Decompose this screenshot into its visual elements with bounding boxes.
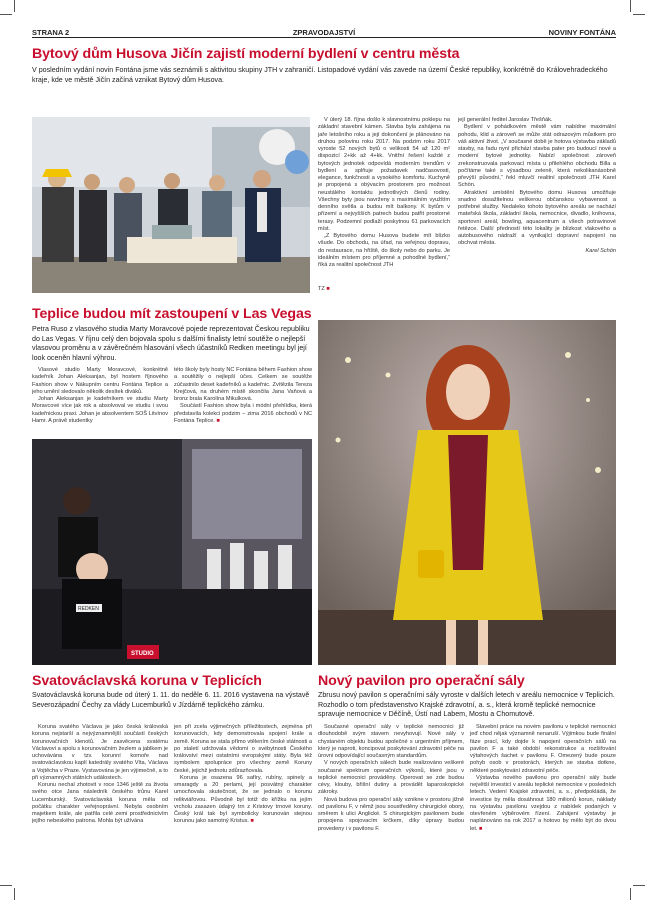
article4-col1: Současné operační sály v teplické nemocnici již dlouhodobě svým stavem nevyhovují. Nové sály v chystaném objektu budou společné s urgentním příjmem, který je naproti, koncipovat poskytování zdravotní péče na úrovni odpovídající současným standardům. V nových operačních sálech bude realizováno veškeré současné spektrum operačních výkonů, které jsou v teplické nemocnici prováděny. Operovat se zde budou cévy, klouby, břišní dutiny a provádět laparoskopické zákroky. Nová budova pro operační sály vznikne v prostoru jižně od pavilonu F, v němž jsou soustředěny chirurgické obory, směrem k ulici Anglické. S chirurgickým pavilonem bude propojena spojovacím krčkem, díky úpravy budou provedeny i v pavilonu F. [318, 724, 464, 832]
article1-photo [32, 117, 310, 293]
crop-mark [630, 888, 631, 900]
paper-name: NOVINY FONTÁNA [548, 28, 616, 37]
crop-mark [14, 0, 15, 12]
article1-lead: V posledním vydání novin Fontána jsme vás seznámili s aktivitou skupiny JTH v zahraničí. Listopadové vydání vás zavede na území České republiky, konkrétně do Královehradeckého kraje, kde ve městě Jičín začíná vznikat Bytový dům Husova. [32, 66, 608, 84]
article2-col2: této školy byly hosty NC Fontána během Fashion show a soutěžily o nejlepší účes. Celkem se soutěže zúčastnilo deset kadeřníků a kadeřnic. Zvítězila Tereza Krejčová, na druhém místě skončila Jana Vaňová a bronz brala Karolína Mikulková. Součástí Fashion show byla i módní přehlídka, která představila kolekci podzim – zima 2016 obchodů v NC Fontána Teplice. ■ [174, 367, 312, 424]
page-header [32, 26, 616, 38]
article4-lead: Zbrusu nový pavilon s operačními sály vyroste v dalších letech v areálu nemocnice v Teplicích. Rozhodlo o tom představenstvo Krajské zdravotní, a. s., která kromě teplické nemocnice spravuje nemocnice v Děčíně, Ústí nad Labem, Mostu a Chomutově. [318, 691, 615, 719]
article1-col1: V úterý 18. října došlo k slavnostnímu poklepu na základní stavební kámen. Stavba byla zahájena na jaře letošního roku a její dokončení je plánováno na druhou polovinu roku 2017. Na podzim roku 2017 vyroste 52 nových bytů o velikosti 54 až 120 m² dispozicí 2+kk až 4+kk. Vnitřní řešení každé z bytových jednotek odpovídá moderním trendům v bydlení a splňuje požadavek nadčasovosti, elegance, funkčnosti a vysokého komfortu. Kuchyně je propojená s obývacím prostorem pro možnost neustálého kontaktu jednotlivých členů rodiny. Všechny byty jsou navrženy s maximálním využitím denního světla a budou mít balkony. K bytům v přízemí a nejvyšších patrech budou patřit prostorné terasy. Podzemní podlaží poskytnou 61 parkovacích míst. „Z Bytového domu Husova budete mít blízko všude. Do obchodu, na úřad, na veřejnou dopravu, do restaurace, na hřiště, do školy nebo do parku. Je ideálním místem pro příjemné a pohodlné bydlení,“ říká za realitní společnost JTH [318, 117, 450, 268]
crop-mark [633, 885, 645, 886]
article4-col2: Stavební práce na novém pavilonu v teplické nemocnici jeď chod nějak významně nenaruší. Výjimkou bude finální fáze prací, kdy dojde k napojení operačních sálů na pavilon F a také období rekonstrukce a rozšiřování výtahových šachet v pavilonu F. Omezený bude pouze pohyb osob v prostorách, kterých se stavba dotkne, některé poskytování zdravotní péče. Výstavba nového pavilonu pro operační sály bude největší investicí v areálu teplické nemocnice v posledních letech. Vedení Krajské zdravotní, a. s., předpokládá, že investice by měla dosáhnout 180 milionů korun, náklady na výstavbu pavilonu vzejdou z nabídek podaných v otevřeném výběrovém řízení. Zahájení výstavby je naplánováno na rok 2017 a hotovo by mělo být do dvou let. ■ [470, 724, 616, 832]
crop-mark [633, 14, 645, 15]
article2-lead: Petra Ruso z vlasového studia Marty Moravcové pojede reprezentovat Českou republiku do Las Vegas. V říjnu celý den bojovala spolu s dalšími finalisty letní soutěže o nejlepší vlasovou proměnu a v závěrečném hlasování všech účastníků Redken meetingu byl její look oceněn hlavní výhrou. [32, 325, 310, 362]
crop-mark [14, 888, 15, 900]
article1-signature: Karel Schön [585, 247, 616, 254]
redken-logo: REDKEN [78, 606, 99, 612]
article2-col1: Vlasové studio Marty Moravcové, konkrétně kadeřník Johan Aleksanjan, byl hostem říjnového Fashion show v Nákupním centru Fontána Teplice a jeho umění sledovalo několik desítek diváků. Johan Aleksanjan je kadeřníkem ve studiu Marty Moravcové více jak rok a absolvoval ve studiu i svou kadeřnickou praxi. Johan je absolventem SOŠ Litvínov Hamr. A právě studentky [32, 367, 168, 424]
article1-tag: TZ ■ [318, 286, 330, 292]
page-number: STRANA 2 [32, 28, 70, 37]
article3-col1: Koruna svatého Václava je jako česká královská koruna nejstarší a nejvýznamnější součástí českých korunovačních klenotů. Je zasvěcena svatému Václavovi a spolu s korunovačním žezlem a jablkem je uchovávána v tzv. korunní komoře nad svatováclavskou kaplí katedrály svatého Víta, Václava a Vojtěcha v Praze. Vystavována je jen výjimečně, a to při významných státních událostech. Korunu nechal zhotovit v roce 1346 ještě za života svého otce Jana následník českého trůnu Karel Lucemburský. Svatováclavská koruna měla od počátku charakter veřejnoprávní. Nebyla osobním majetkem krále, ale patřila celé zemi prostřednictvím jejího nebeského patrona. Mohla být užívána [32, 724, 168, 825]
article1-title: Bytový dům Husova Jičín zajistí moderní bydlení v centru města [32, 46, 460, 62]
article3-title: Svatováclavská koruna v Teplicích [32, 673, 262, 689]
crop-mark [0, 885, 12, 886]
article2-photo-model [318, 320, 616, 665]
article4-title: Nový pavilon pro operační sály [318, 673, 525, 689]
article3-lead: Svatováclavská koruna bude od úterý 1. 11. do neděle 6. 11. 2016 vystavena na výstavě Severozápadní Čechy za vlády Lucemburků v Jízdárně teplického zámku. [32, 691, 310, 709]
article3-col2: jen při zcela výjimečných příležitostech, zejména při korunovacích, kdy demonstrovala spojení krále a země. Koruna se stala přímo vtělením české státnosti a po staletí udržovala vědomí o svébytnosti Českého království mezi ostatními evropskými státy. Byla též symbolem spolupráce pro všechny země Koruny české, jejichž jednotu zdůrazňovala. Koruna je osazena 96 safíry, rubíny, spinely a smaragdy a 20 perlami, její posvátný charakter umocňovala skutečnost, že se jednalo o korunu relikviářovou. Původně byl totiž do křížku na jejím vrcholu zasazen údajný trn z Kristovy trnové koruny. Český král tak byl symbolicky korunován stejnou korunou jako samotný Kristus. ■ [174, 724, 312, 825]
crop-mark [0, 14, 12, 15]
studio-logo: STUDIO [131, 651, 154, 657]
crop-mark [630, 0, 631, 12]
article2-photo-stage [32, 439, 312, 665]
article1-col2: její generální ředitel Jaroslav Třešňák. Bydlení v pohádkovém městě vám nabídne maximální pohodu, klid a zároveň se může stát odrazovým můstkem pro váš aktivní život. „V současné době je hotova výstavba základů stavby, na řadu nyní přichází stavba pater pro budoucí nové a moderní bytové jednotky. Nabízí společnost zároveň zrekonstruovala parkovací místa u přilehlého obchodu Billa a počítáme také s výsadbou zeleně, která nekolikanásobně převýší původní,“ řekl mluvčí realitní společnosti JTH Karel Schön. Atraktivní umístění Bytového domu Husova umožňuje snadno dosažitelnou veškerou občanskou vybavenost a potřebné služby. Nedaleko tohoto bytového areálu se nachází mateřská škola, základní škola, nemocnice, divadlo, knihovna, sportovní areál, bowling, aquacentrum a všech potravinové řetězce. Další předností této lokality je blízkost vlakového a autobusového nádraží a vynikající dopravní napojení na obchvat města. Karel Schön [458, 117, 616, 254]
section-name: ZPRAVODAJSTVÍ [292, 28, 356, 37]
article2-title: Teplice budou mít zastoupení v Las Vegas [32, 306, 312, 322]
